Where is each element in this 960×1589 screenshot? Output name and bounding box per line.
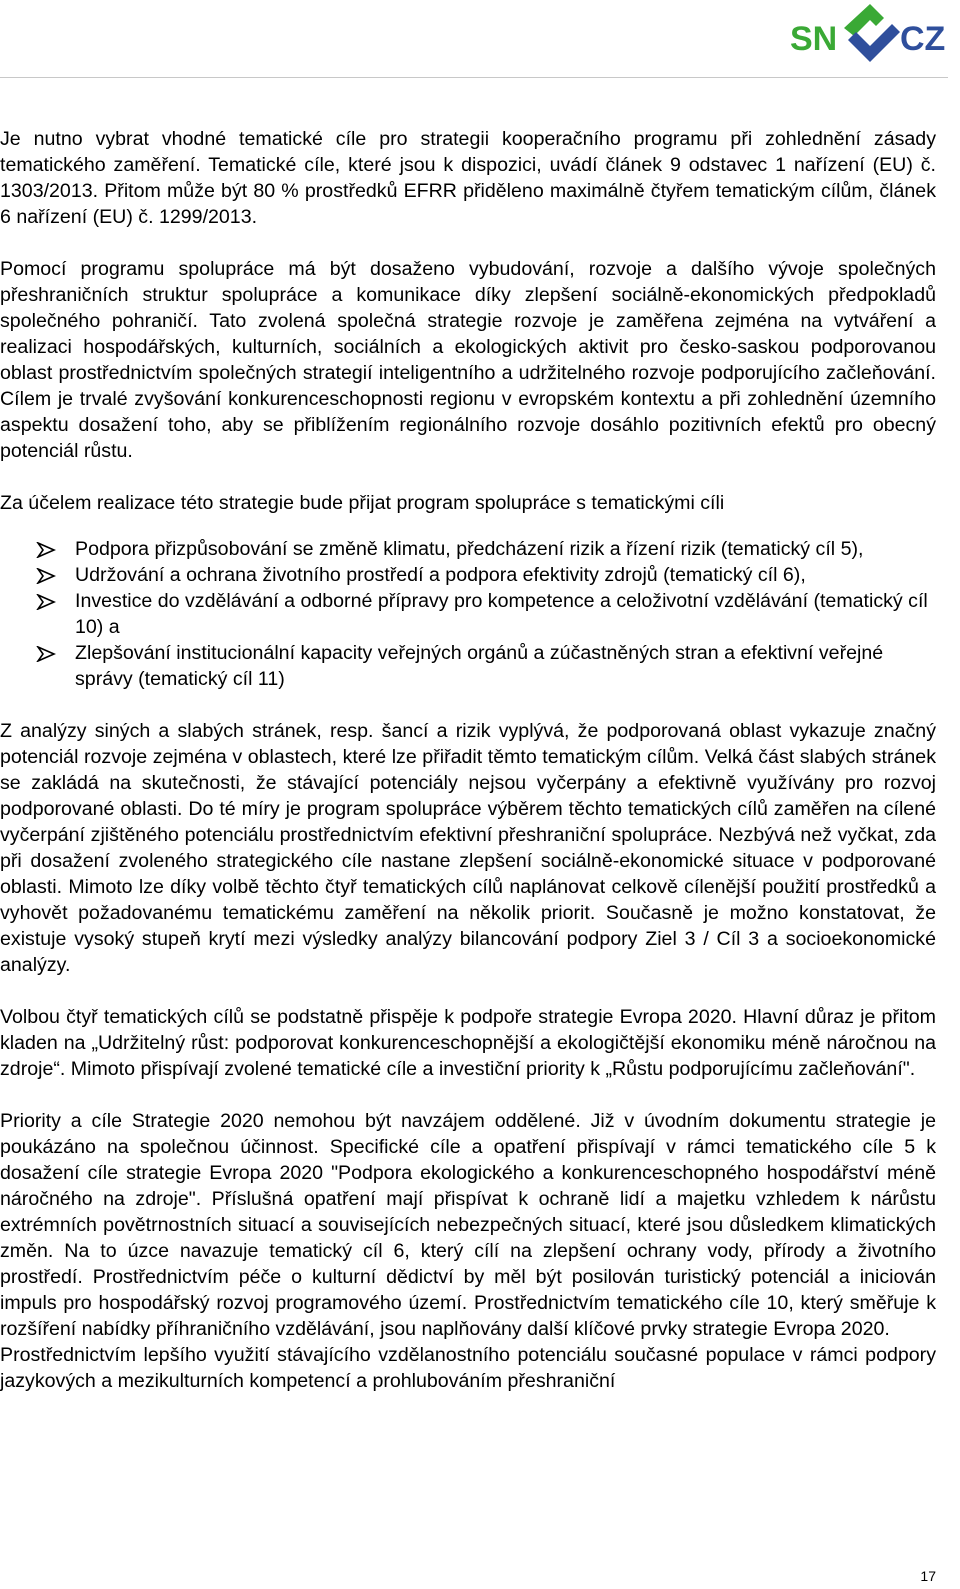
- thematic-goals-list: [0, 536, 936, 692]
- header-divider: [0, 77, 948, 78]
- list-item: [0, 640, 936, 692]
- list-item: [0, 588, 936, 640]
- page-header: [0, 0, 960, 80]
- paragraph: Za účelem realizace této strategie bude přijat program spolupráce s tematickými cíli: [0, 492, 725, 514]
- paragraph: Volbou čtyř tematických cílů se podstatně přispěje k podpoře strategie Evropa 2020. Hlavní důraz je přitom kladen na „Udržitelný růst: podporovat konkurenceschopnější a ekologičtější ekonomiku méně náročnou na zdroje“. Mimoto přispívají zvolené tematické cíle a investiční priority k „Růstu podporujícímu začleňování".: [0, 1006, 936, 1080]
- list-item-text: Udržování a ochrana životního prostředí a podpora efektivity zdrojů (tematický cíl 6),: [75, 564, 806, 586]
- sn-cz-logo: [790, 4, 946, 66]
- list-item-text: Investice do vzdělávání a odborné přípravy pro kompetence a celoživotní vzdělávání (tematický cíl 10) a: [75, 590, 928, 638]
- document-body: [0, 126, 936, 1394]
- list-item-text: Zlepšování institucionální kapacity veřejných orgánů a zúčastněných stran a efektivní veřejné správy (tematický cíl 11): [75, 642, 884, 690]
- arrowhead-bullet-icon: [36, 594, 56, 610]
- list-item-text: Podpora přizpůsobování se změně klimatu, předcházení rizik a řízení rizik (tematický cíl 5),: [75, 538, 864, 560]
- paragraph: Z analýzy siných a slabých stránek, resp. šancí a rizik vyplývá, že podporovaná oblast vykazuje značný potenciál rozvoje zejména v oblastech, které lze přiřadit těmto tematickým cílům. Velká část slabých stránek se zakládá na skutečnosti, že stávající potenciály nejsou vyčerpány a efektivně využívány pro rozvoj podporované oblasti. Do té míry je program spolupráce výběrem těchto tematických cílů zaměřen na cílené vyčerpání zjištěného potenciálu prostřednictvím efektivní přeshraniční spolupráce. Nezbývá než vyčkat, zda při dosažení zvoleného strategického cíle nastane zlepšení sociálně-ekonomické situace v podporované oblasti. Mimoto lze díky volbě těchto čtyř tematických cílů naplánovat celkově cílenější použití prostředků a vyhovět požadovanému tematickému zaměření na několik priorit. Současně je možno konstatovat, že existuje vysoký stupeň krytí mezi výsledky analýzy bilancování podpory Ziel 3 / Cíl 3 a socioekonomické analýzy.: [0, 720, 936, 976]
- logo-chevron-green-icon: [844, 4, 884, 36]
- logo-text-sn: SN: [790, 20, 838, 58]
- list-item: [0, 562, 936, 588]
- logo-text-cz: CZ: [900, 20, 946, 58]
- paragraph: Priority a cíle Strategie 2020 nemohou být navzájem oddělené. Již v úvodním dokumentu strategie je poukázáno na společnou účinnost. Specifické cíle a opatření přispívají v rámci tematického cíle 5 k dosažení cíle strategie Evropa 2020 "Podpora ekologického a konkurenceschopného hospodářství méně náročného na zdroje". Příslušná opatření mají přispívat k ochraně lidí a majetku vzhledem k nárůstu extrémních povětrnostních situací a souvisejících nebezpečných situací, které jsou důsledkem klimatických změn. Na to úzce navazuje tematický cíl 6, který cílí na zlepšení ochrany vody, přírody a životního prostředí. Prostřednictvím péče o kulturní dědictví by měl být posilován turistický potenciál a iniciován impuls pro hospodářský rozvoj programového území. Prostřednictvím tematického cíle 10, který směřuje k rozšíření nabídky příhraničního vzdělávání, jsou naplňovány další klíčové prvky strategie Evropa 2020.: [0, 1110, 936, 1340]
- arrowhead-bullet-icon: [36, 568, 56, 584]
- paragraph: Prostřednictvím lepšího využití stávajícího vzdělanostního potenciálu současné populace v rámci podpory jazykových a mezikulturních kompetencí a prohlubováním přeshraniční: [0, 1344, 936, 1392]
- paragraph: Pomocí programu spolupráce má být dosaženo vybudování, rozvoje a dalšího vývoje společných přeshraničních struktur spolupráce a komunikace díky zlepšení sociálně-ekonomických předpokladů společného pohraničí. Tato zvolená společná strategie rozvoje je zaměřena zejména na vytváření a realizaci hospodářských, kulturních, sociálních a ekologických aktivit pro česko-saskou podporovanou oblast prostřednictvím společných strategií inteligentního a udržitelného rozvoje podporujícího začleňování. Cílem je trvalé zvyšování konkurenceschopnosti regionu v evropském kontextu a při zohlednění územního aspektu dosažení toho, aby se přiblížením regionálního rozvoje dosáhlo pozitivních efektů pro obecný potenciál růstu.: [0, 258, 936, 462]
- page-number: 17: [920, 1568, 936, 1584]
- arrowhead-bullet-icon: [36, 646, 56, 662]
- paragraph: Je nutno vybrat vhodné tematické cíle pro strategii kooperačního programu při zohlednění zásady tematického zaměření. Tematické cíle, které jsou k dispozici, uvádí článek 9 odstavec 1 nařízení (EU) č. 1303/2013. Přitom může být 80 % prostředků EFRR přiděleno maximálně čtyřem tematickým cílům, článek 6 nařízení (EU) č. 1299/2013.: [0, 128, 936, 228]
- arrowhead-bullet-icon: [36, 542, 56, 558]
- list-item: [0, 536, 936, 562]
